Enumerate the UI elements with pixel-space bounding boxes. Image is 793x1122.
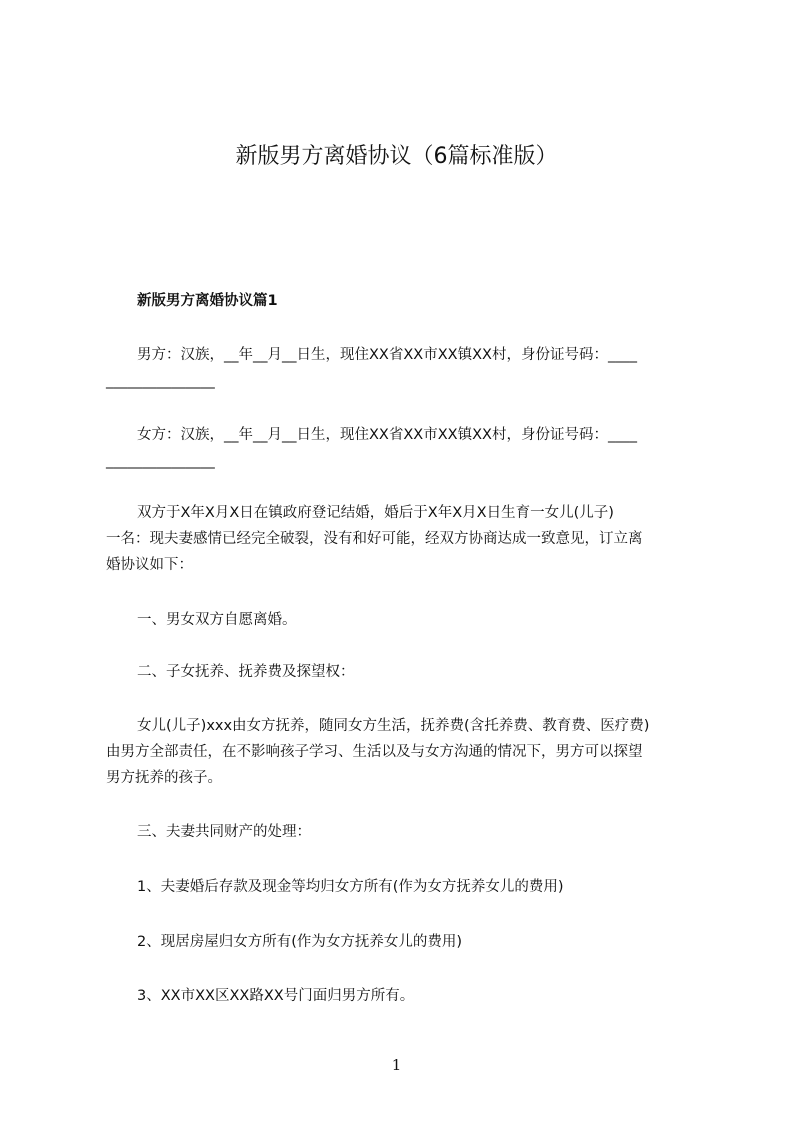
custody-line-3: 男方抚养的孩子。: [106, 770, 222, 786]
document-title: 新版男方离婚协议（6篇标准版）: [235, 144, 558, 169]
page-number: 1: [391, 1056, 402, 1074]
husband-info-line-1: 男方：汉族，__年__月__日生，现住XX省XX市XX镇XX村，身份证号码：____: [137, 347, 637, 363]
property-item-2: [106, 929, 706, 955]
property-item-1: [106, 874, 706, 900]
custody-line-1: 女儿(儿子)xxx由女方抚养，随同女方生活，抚养费(含托养费、教育费、医疗费): [137, 718, 650, 734]
marriage-background-line-2: 一名：现夫妻感情已经完全破裂，没有和好可能，经双方协商达成一致意见，订立离: [106, 531, 643, 547]
clause-custody-heading-text: 二、子女抚养、抚养费及探望权：: [137, 664, 355, 680]
property-item-1-text: 1、夫妻婚后存款及现金等均归女方所有(作为女方抚养女儿的费用): [137, 879, 564, 895]
marriage-background-paragraph: [106, 500, 706, 578]
clause-property-heading: [106, 819, 706, 845]
marriage-background-line-3: 婚协议如下：: [106, 557, 193, 573]
wife-info-line-1: 女方：汉族，__年__月__日生，现住XX省XX市XX镇XX村，身份证号码：____: [137, 427, 637, 443]
wife-info-paragraph: [106, 422, 706, 474]
marriage-background-line-1: 双方于X年X月X日在镇政府登记结婚，婚后于X年X月X日生育一女儿(儿子): [137, 505, 614, 521]
clause-property-heading-text: 三、夫妻共同财产的处理：: [137, 824, 311, 840]
property-item-2-text: 2、现居房屋归女方所有(作为女方抚养女儿的费用): [137, 934, 463, 950]
custody-line-2: 由男方全部责任，在不影响孩子学习、生活以及与女方沟通的情况下，男方可以探望: [106, 744, 643, 760]
wife-info-line-2: _______________: [106, 453, 215, 469]
clause-custody-heading: [106, 659, 706, 685]
husband-info-paragraph: [106, 342, 706, 394]
property-item-3-text: 3、XX市XX区XX路XX号门面归男方所有。: [137, 988, 415, 1004]
section-heading: 新版男方离婚协议篇1: [137, 293, 278, 309]
property-item-3: [106, 983, 706, 1009]
clause-voluntary-divorce-text: 一、男女双方自愿离婚。: [137, 612, 297, 628]
husband-info-line-2: _______________: [106, 373, 215, 389]
custody-paragraph: [106, 713, 706, 791]
clause-voluntary-divorce: [106, 607, 706, 633]
